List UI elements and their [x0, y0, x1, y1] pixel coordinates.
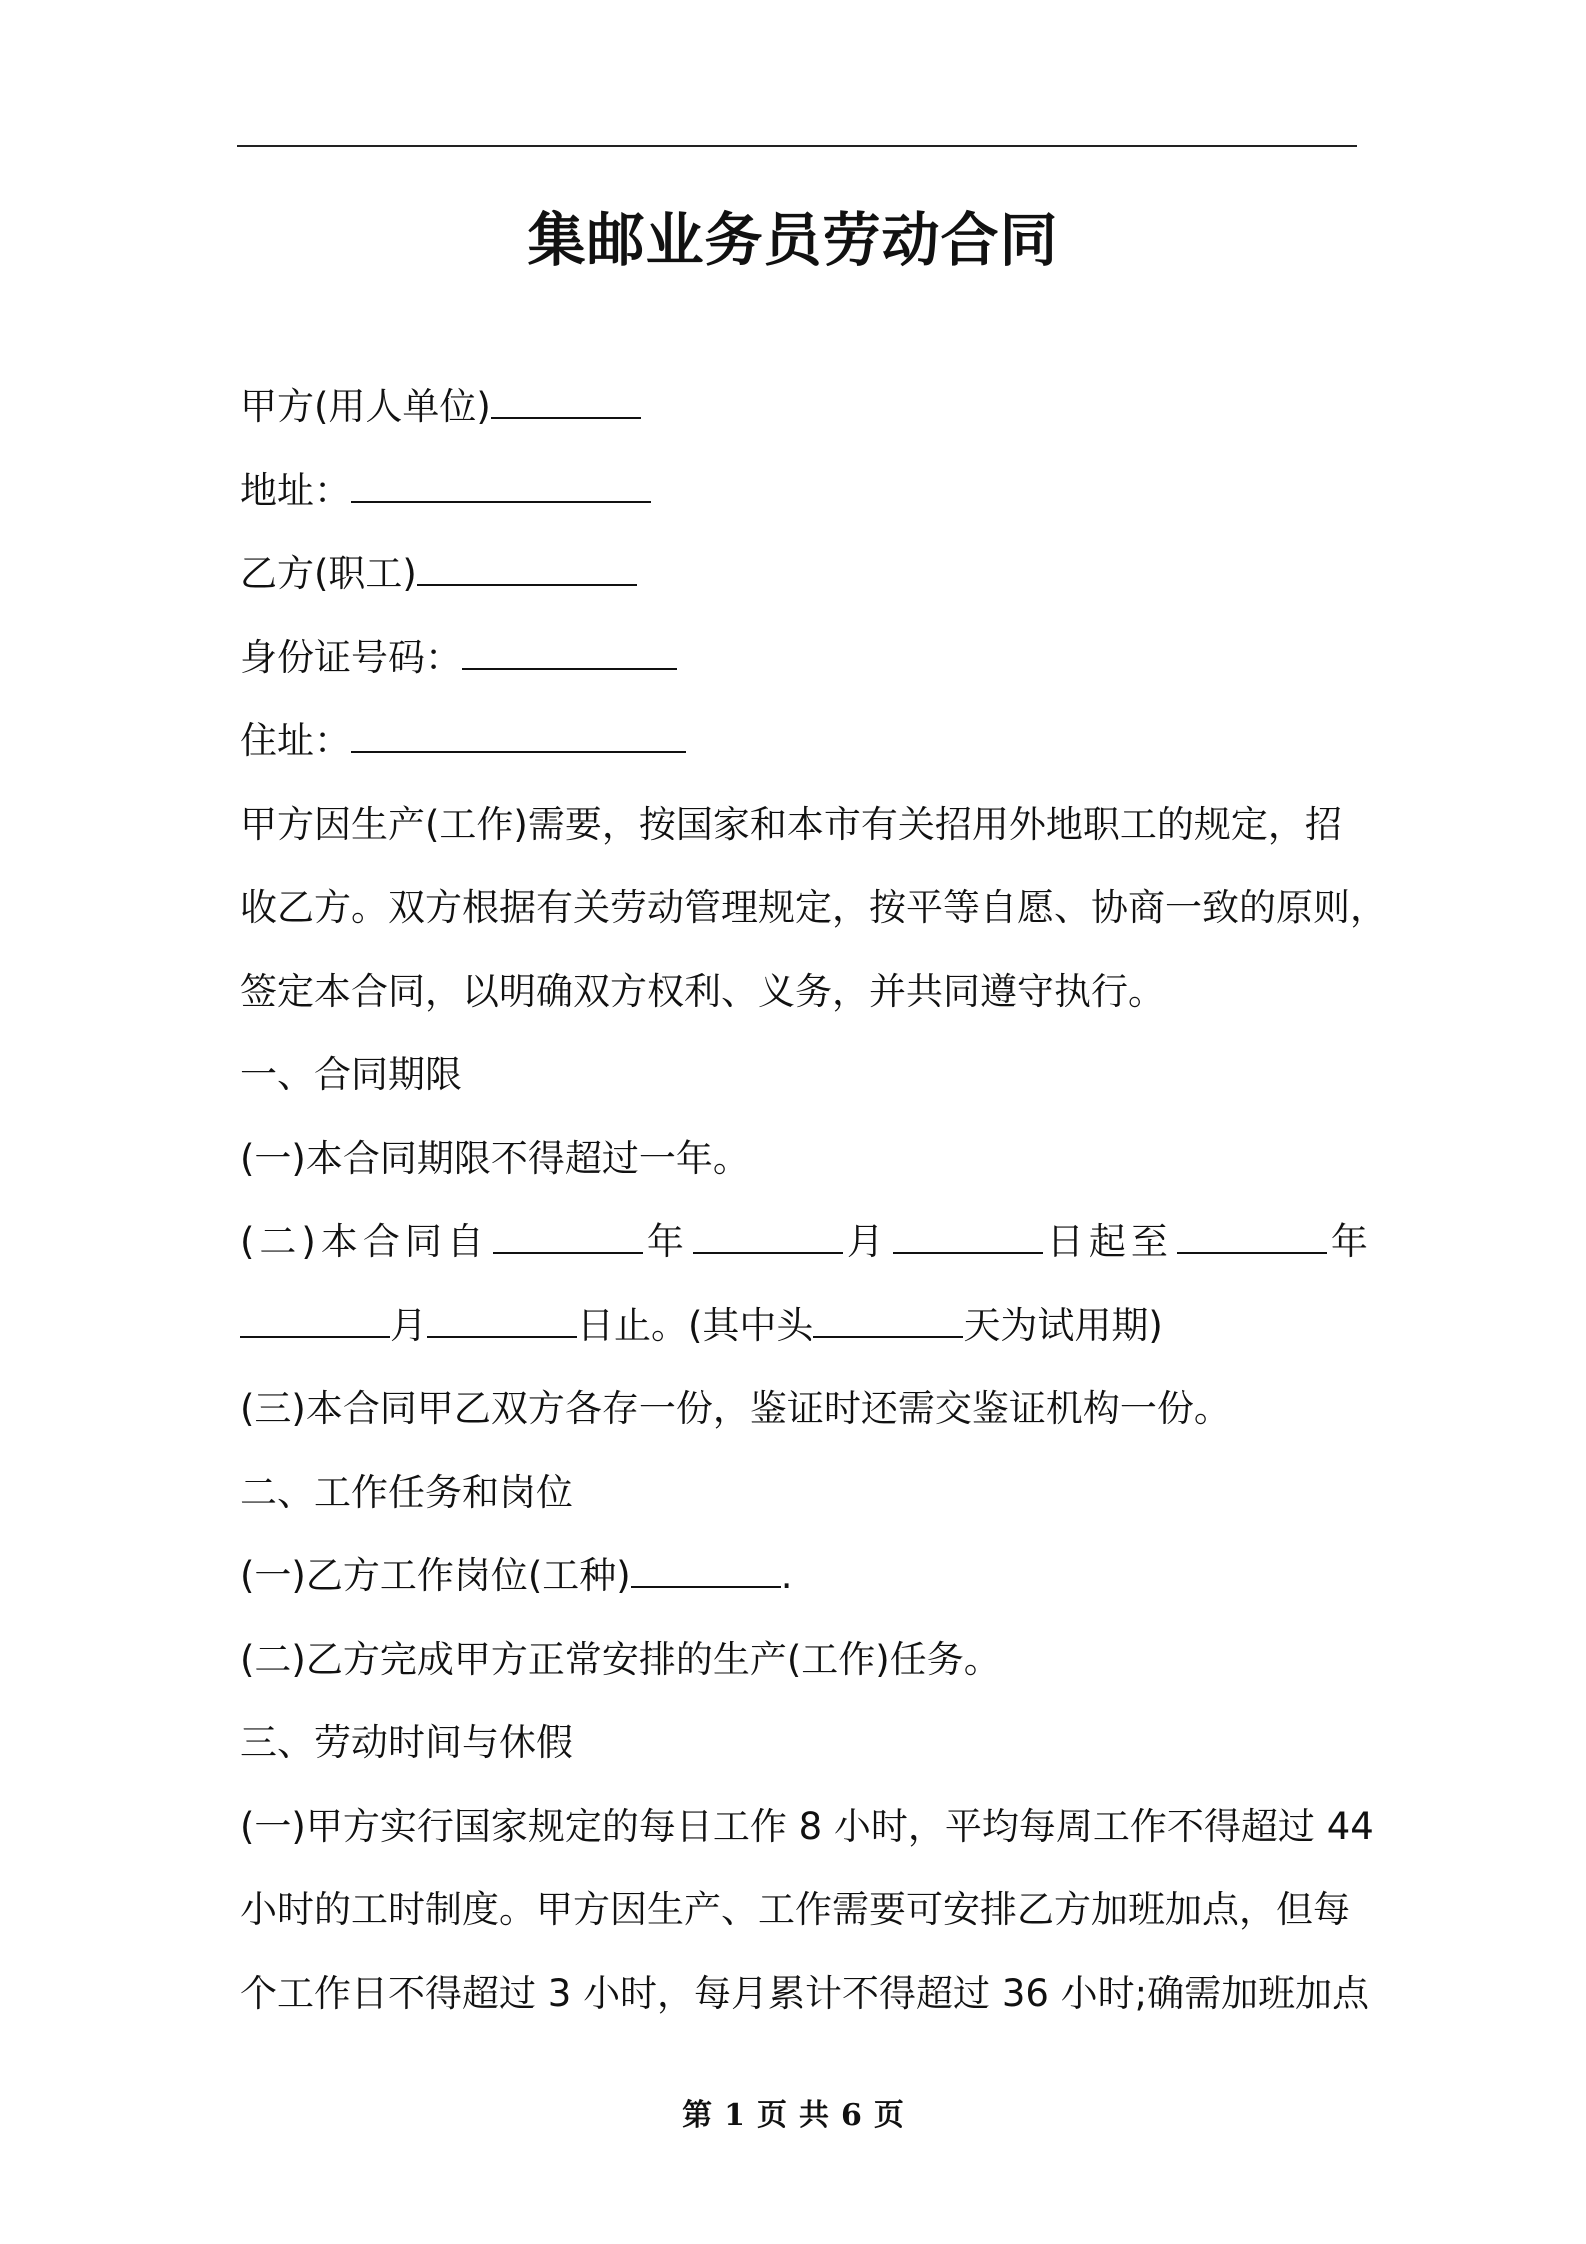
- id-number-label: 身份证号码：: [240, 635, 462, 679]
- address-label: 地址：: [240, 468, 351, 512]
- job-position-blank: [631, 1540, 781, 1588]
- intro-paragraph-line: 签定本合同，以明确双方权利、义务，并共同遵守执行。: [240, 969, 1165, 1013]
- footer-page-word: 页: [757, 2098, 787, 2133]
- address-blank: [351, 455, 651, 503]
- footer-suffix: 页: [873, 2098, 904, 2133]
- party-a-blank: [491, 371, 641, 419]
- year-label: 年: [646, 1220, 689, 1263]
- clause-end: .: [780, 1554, 793, 1597]
- start-year-blank: [493, 1206, 643, 1254]
- start-day-blank: [893, 1206, 1043, 1254]
- party-b-line: [240, 532, 1380, 616]
- month-label: 月: [390, 1303, 427, 1347]
- residence-label: 住址：: [240, 719, 351, 762]
- trial-days-blank: [813, 1290, 963, 1338]
- intro-paragraph-line: 甲方因生产(工作)需要，按国家和本市有关招用外地职工的规定，招: [240, 802, 1342, 846]
- day-from-label: 日起至: [1046, 1220, 1173, 1263]
- party-b-blank: [417, 538, 637, 586]
- trial-label: 天为试用期): [963, 1303, 1163, 1347]
- start-month-blank: [693, 1206, 843, 1254]
- clause-line: (一)本合同期限不得超过一年。: [240, 1136, 750, 1180]
- document-body: [240, 365, 1387, 2035]
- clause-line: [240, 1284, 1380, 1368]
- footer-total-word: 共: [799, 2098, 829, 2133]
- residence-line: [240, 699, 1380, 783]
- residence-blank: [351, 705, 686, 753]
- section-heading: 二、工作任务和岗位: [240, 1470, 573, 1514]
- day-end-label: 日止。(其中头: [577, 1303, 814, 1347]
- clause-text: (一)乙方工作岗位(工种): [240, 1554, 631, 1597]
- header-rule: [237, 145, 1357, 147]
- section-heading: 三、劳动时间与休假: [240, 1721, 573, 1764]
- clause-line: [240, 1534, 1380, 1618]
- clause-line: (二)乙方完成甲方正常安排的生产(工作)任务。: [240, 1637, 1001, 1681]
- clause-line: [240, 1200, 1380, 1284]
- party-b-label: 乙方(职工): [240, 552, 417, 595]
- clause-line: 个工作日不得超过 3 小时，每月累计不得超过 36 小时;确需加班加点: [240, 1971, 1370, 2015]
- end-month-blank: [240, 1290, 390, 1338]
- party-a-line: [240, 365, 1380, 449]
- end-year-blank: [1177, 1206, 1327, 1254]
- clause-line: (一)甲方实行国家规定的每日工作 8 小时，平均每周工作不得超过 44: [240, 1804, 1374, 1848]
- id-number-line: [240, 616, 1380, 700]
- document-title: 集邮业务员劳动合同: [527, 206, 1059, 274]
- year-label: 年: [1330, 1220, 1373, 1263]
- intro-paragraph-line: 收乙方。双方根据有关劳动管理规定，按平等自愿、协商一致的原则，: [240, 886, 1387, 929]
- page-footer: [0, 2090, 1586, 2134]
- section-heading: 一、合同期限: [240, 1053, 462, 1096]
- page-number: 1: [724, 2098, 745, 2133]
- party-a-label: 甲方(用人单位): [240, 385, 491, 428]
- total-pages: 6: [841, 2098, 862, 2133]
- footer-prefix: 第: [682, 2098, 713, 2133]
- end-day-blank: [427, 1290, 577, 1338]
- clause-line: 小时的工时制度。甲方因生产、工作需要可安排乙方加班加点，但每: [240, 1888, 1350, 1931]
- id-number-blank: [462, 622, 677, 670]
- clause-line: (三)本合同甲乙双方各存一份，鉴证时还需交鉴证机构一份。: [240, 1387, 1231, 1430]
- month-label: 月: [846, 1220, 889, 1263]
- clause-text: (二)本合同自: [240, 1220, 489, 1263]
- address-line: [240, 449, 1380, 533]
